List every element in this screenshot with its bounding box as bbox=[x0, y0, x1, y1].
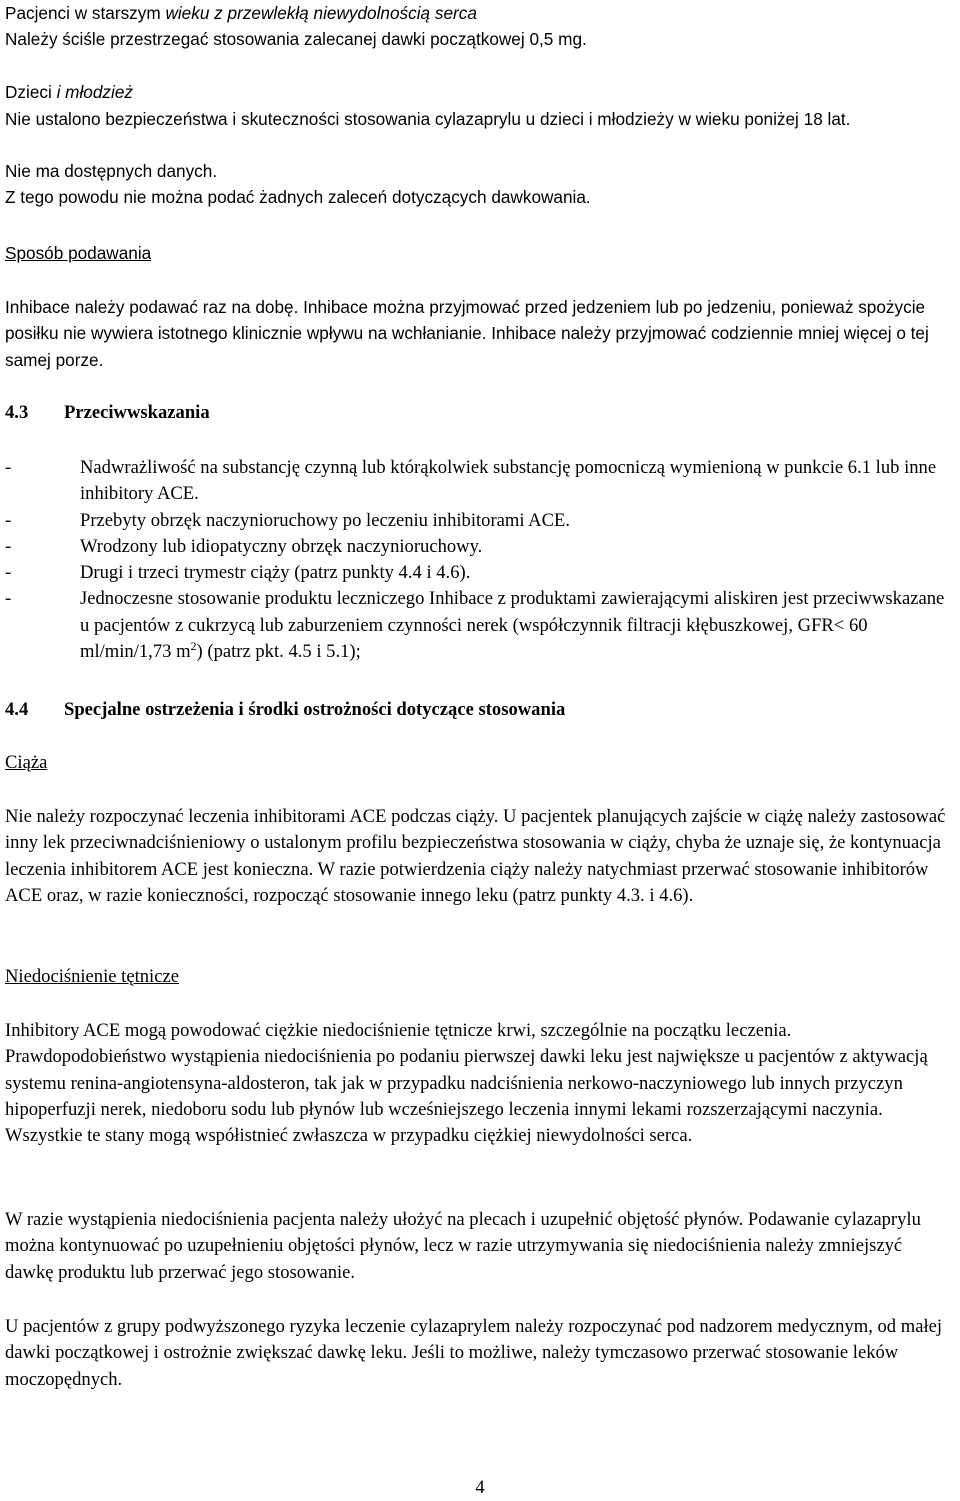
children-line2: Nie ma dostępnych danych. bbox=[5, 161, 218, 181]
list-item bbox=[5, 508, 955, 534]
aliskiren-text-end: ) (patrz pkt. 4.5 i 5.1); bbox=[196, 641, 361, 663]
children-heading-italic: i młodzież bbox=[56, 82, 133, 102]
hypotension-paragraph-2: W razie wystąpienia niedociśnienia pacjenta należy ułożyć na plecach i uzupełnić objętość płynów. Podawanie cylazaprylu można kontynuować po uzupełnieniu objętości płynów, lecz w razie utrzymywania się niedociśnienia należy zmniejszyć dawkę produktu lub przerwać jego stosowanie. bbox=[5, 1209, 921, 1283]
aliskiren-text: Jednoczesne stosowanie produktu leczniczego Inhibace z produktami zawierającymi aliskiren jest przeciwwskazane u pacjentów z cukrzycą lub zaburzeniem czynności nerek (współczynnik filtracji kłębuszkowej, GFR< 60 ml/min/1,73 m bbox=[80, 588, 945, 663]
section-4-3-heading bbox=[5, 400, 210, 426]
list-item bbox=[5, 534, 955, 560]
section-4-4-number: 4.4 bbox=[5, 699, 29, 720]
list-item-text: Drugi i trzeci trymestr ciąży (patrz punkty 4.4 i 4.6). bbox=[80, 562, 471, 584]
list-item-text: Wrodzony lub idiopatyczny obrzęk naczynioruchowy. bbox=[80, 535, 483, 557]
list-item-text: Przebyty obrzęk naczynioruchowy po leczeniu inhibitorami ACE. bbox=[80, 509, 571, 531]
children-heading-normal: Dzieci bbox=[5, 82, 57, 102]
page-number: 4 bbox=[475, 1477, 485, 1498]
list-item bbox=[5, 586, 955, 665]
list-dash: - bbox=[5, 457, 12, 478]
superscript-2: 2 bbox=[190, 638, 197, 653]
hypotension-paragraph-1: Inhibitory ACE mogą powodować ciężkie niedociśnienie tętnicze krwi, szczególnie na początku leczenia. Prawdopodobieństwo wystąpienia niedociśnienia po podaniu pierwszej dawki leku jest największe u pacjentów z aktywacją systemu renina-angiotensyna-aldosteron, tak jak w przypadku nadciśnienia nerkowo-naczyniowego lub innych przyczyn hipoperfuzji nerek, niedoboru sodu lub płynów lub wcześniejszego leczenia innymi lekami rozszerzającymi naczynia. Wszystkie te stany mogą współistnieć zwłaszcza w przypadku ciężkiej niewydolności serca. bbox=[5, 1020, 928, 1147]
pregnancy-heading: Ciąża bbox=[5, 752, 48, 773]
list-dash: - bbox=[5, 588, 12, 610]
section-4-4-heading bbox=[5, 697, 565, 723]
children-heading bbox=[5, 79, 133, 105]
contraindications-list bbox=[5, 455, 955, 665]
section-4-3-title: Przeciwwskazania bbox=[64, 402, 210, 423]
section-4-4-title: Specjalne ostrzeżenia i środki ostrożności dotyczące stosowania bbox=[64, 699, 566, 720]
children-line1: Nie ustalono bezpieczeństwa i skuteczności stosowania cylazaprylu u dzieci i młodzieży w wieku poniżej 18 lat. bbox=[5, 109, 851, 129]
elderly-heading-normal: Pacjenci w starszym bbox=[5, 3, 166, 23]
pregnancy-text: Nie należy rozpoczynać leczenia inhibitorami ACE podczas ciąży. U pacjentek planujących zajście w ciążę należy zastosować inny lek przeciwnadciśnieniowy o ustalonym profilu bezpieczeństwa stosowania w ciąży, chyba że uznaje się, że kontynuacja leczenia inhibitorem ACE jest konieczna. W razie potwierdzenia ciąży należy natychmiast przerwać stosowanie inhibitorów ACE oraz, w razie konieczności, rozpocząć stosowanie innego leku (patrz punkty 4.3. i 4.6). bbox=[5, 806, 946, 906]
list-dash: - bbox=[5, 535, 12, 557]
administration-heading: Sposób podawania bbox=[5, 243, 152, 263]
elderly-heading-italic: wieku z przewlekłą niewydolnością serca bbox=[165, 3, 477, 23]
list-item bbox=[5, 455, 955, 508]
elderly-text: Należy ściśle przestrzegać stosowania zalecanej dawki początkowej 0,5 mg. bbox=[5, 29, 587, 49]
list-item-text: Nadwrażliwość na substancję czynną lub którąkolwiek substancję pomocniczą wymienioną w punkcie 6.1 lub inne inhibitory ACE. bbox=[80, 457, 937, 505]
hypotension-heading: Niedociśnienie tętnicze bbox=[5, 966, 179, 987]
section-4-3-number: 4.3 bbox=[5, 402, 29, 423]
list-item-text bbox=[80, 586, 955, 665]
administration-text: Inhibace należy podawać raz na dobę. Inhibace można przyjmować przed jedzeniem lub po jedzeniu, ponieważ spożycie posiłku nie wywiera istotnego klinicznie wpływu na wchłanianie. Inhibace należy przyjmować codziennie mniej więcej o tej samej porze. bbox=[5, 297, 929, 370]
list-item bbox=[5, 560, 955, 586]
hypotension-paragraph-3: U pacjentów z grupy podwyższonego ryzyka leczenie cylazaprylem należy rozpoczynać pod nadzorem medycznym, od małej dawki początkowej i ostrożnie zwiększać dawkę leku. Jeśli to możliwe, należy tymczasowo przerwać stosowanie leków moczopędnych. bbox=[5, 1316, 943, 1390]
list-dash: - bbox=[5, 509, 12, 531]
children-line3: Z tego powodu nie można podać żadnych zaleceń dotyczących dawkowania. bbox=[5, 187, 591, 207]
list-dash: - bbox=[5, 562, 12, 584]
elderly-heading bbox=[5, 0, 477, 26]
